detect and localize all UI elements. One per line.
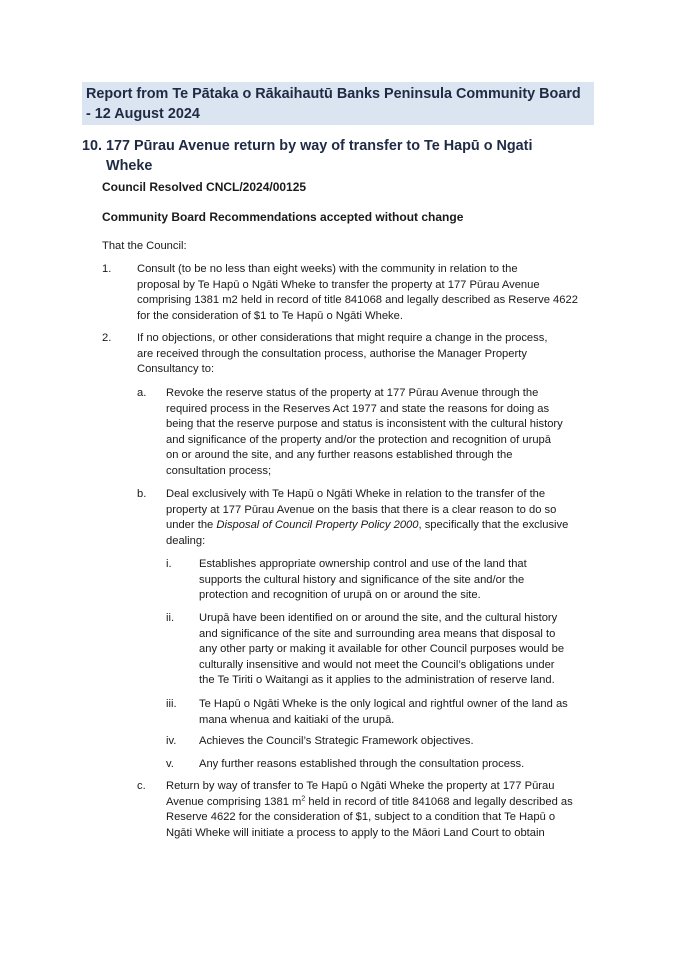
text-fragment: held in record of title 841068 and legally described as xyxy=(305,795,573,808)
text-line: culturally insensitive and would not meet the Council’s obligations under xyxy=(199,658,555,671)
item-title-line-1: 177 Pūrau Avenue return by way of transfer to Te Hapū o Ngati xyxy=(106,138,533,154)
text-line: Ngāti Wheke will initiate a process to apply to the Māori Land Court to obtain xyxy=(166,826,545,839)
point-marker: 2. xyxy=(102,332,112,344)
text-line: are received through the consultation process, authorise the Manager Property xyxy=(137,347,527,360)
text-line: and significance of the property and/or the protection and recognition of urupā xyxy=(166,433,551,446)
roman-marker: v. xyxy=(166,758,174,770)
text-line: Te Hapū o Ngāti Wheke is the only logical and rightful owner of the land as xyxy=(199,698,568,710)
text-line: Deal exclusively with Te Hapū o Ngāti Wheke in relation to the transfer of the xyxy=(166,488,546,500)
text-line: Consultancy to: xyxy=(137,363,215,376)
item-heading xyxy=(82,136,582,176)
point-2-text xyxy=(137,331,607,378)
text-line: comprising 1381 m2 held in record of title 841068 and legally described as Reserve 4622 xyxy=(137,294,578,307)
text-line: Achieves the Council’s Strategic Framework objectives. xyxy=(199,735,474,747)
banner-line-1: Report from Te Pātaka o Rākaihautū Banks Peninsula Community Board xyxy=(86,86,581,102)
roman-marker: ii. xyxy=(166,612,175,624)
item-title-line-2: Wheke xyxy=(106,158,153,174)
roman-marker: iv. xyxy=(166,735,177,747)
text-fragment: , specifically that the exclusive xyxy=(418,519,569,532)
roman-v-text xyxy=(199,757,599,773)
recommendations-heading: Community Board Recommendations accepted without change xyxy=(102,210,464,224)
text-line: being that the reserve purpose and status is inconsistent with the cultural history xyxy=(166,418,563,431)
point-marker: 1. xyxy=(102,263,112,275)
roman-ii-text xyxy=(199,611,599,689)
text-line: required process in the Reserves Act 1977 and state the reasons for doing as xyxy=(166,402,550,415)
text-line: If no objections, or other considerations that might require a change in the process, xyxy=(137,332,548,344)
text-line: any other party or making it available for other Council purposes would be xyxy=(199,643,565,656)
text-line: Revoke the reserve status of the property at 177 Pūrau Avenue through the xyxy=(166,387,539,399)
subpoint-marker: a. xyxy=(137,387,147,399)
resolution-reference: Council Resolved CNCL/2024/00125 xyxy=(102,180,307,194)
text-line: and significance of the site and surrounding area means that disposal to xyxy=(199,627,556,640)
text-line xyxy=(166,795,606,811)
text-line: Any further reasons established through the consultation process. xyxy=(199,758,525,770)
text-line: Return by way of transfer to Te Hapū o Ngāti Wheke the property at 177 Pūrau xyxy=(166,780,555,792)
roman-iii-text xyxy=(199,697,599,728)
text-line: Establishes appropriate ownership control and use of the land that xyxy=(199,558,527,570)
text-line: Urupā have been identified on or around the site, and the cultural history xyxy=(199,612,558,624)
policy-title: Disposal of Council Property Policy 2000 xyxy=(216,519,419,532)
text-line: the Te Tiriti o Waitangi as it applies to the administration of reserve land. xyxy=(199,674,555,687)
text-line: consultation process; xyxy=(166,464,272,477)
text-fragment: under the xyxy=(166,519,217,532)
text-line xyxy=(166,518,606,534)
text-line: on or around the site, and any further reasons established through the xyxy=(166,449,513,462)
subpoint-marker: b. xyxy=(137,488,147,500)
text-line: supports the cultural history and significance of the site and/or the xyxy=(199,573,525,586)
text-line: for the consideration of $1 to Te Hapū o Ngāti Wheke. xyxy=(137,309,403,322)
roman-marker: iii. xyxy=(166,698,177,710)
subpoint-c-text xyxy=(166,779,606,841)
text-line: Reserve 4622 for the consideration of $1, subject to a condition that Te Hapū o xyxy=(166,811,556,824)
text-line: proposal by Te Hapū o Ngāti Wheke to transfer the property at 177 Pūrau Avenue xyxy=(137,278,540,291)
point-1-text xyxy=(137,262,607,324)
text-line: dealing: xyxy=(166,534,206,547)
roman-i-text xyxy=(199,557,599,604)
intro-text: That the Council: xyxy=(102,240,187,252)
subpoint-a-text xyxy=(166,386,606,480)
banner-line-2: - 12 August 2024 xyxy=(86,106,200,122)
text-line: mana whenua and kaitiaki of the urupā. xyxy=(199,713,395,726)
subpoint-marker: c. xyxy=(137,780,146,792)
superscript: 2 xyxy=(301,794,306,802)
report-banner xyxy=(82,82,594,125)
text-line: Consult (to be no less than eight weeks) with the community in relation to the xyxy=(137,263,518,275)
subpoint-b-text xyxy=(166,487,606,549)
item-number: 10. xyxy=(82,138,103,154)
roman-marker: i. xyxy=(166,558,172,570)
text-line: property at 177 Pūrau Avenue on the basis that there is a clear reason to do so xyxy=(166,503,557,516)
roman-iv-text xyxy=(199,734,599,750)
text-fragment: Avenue comprising 1381 m xyxy=(166,795,302,808)
text-line: protection and recognition of urupā on or around the site. xyxy=(199,589,481,602)
